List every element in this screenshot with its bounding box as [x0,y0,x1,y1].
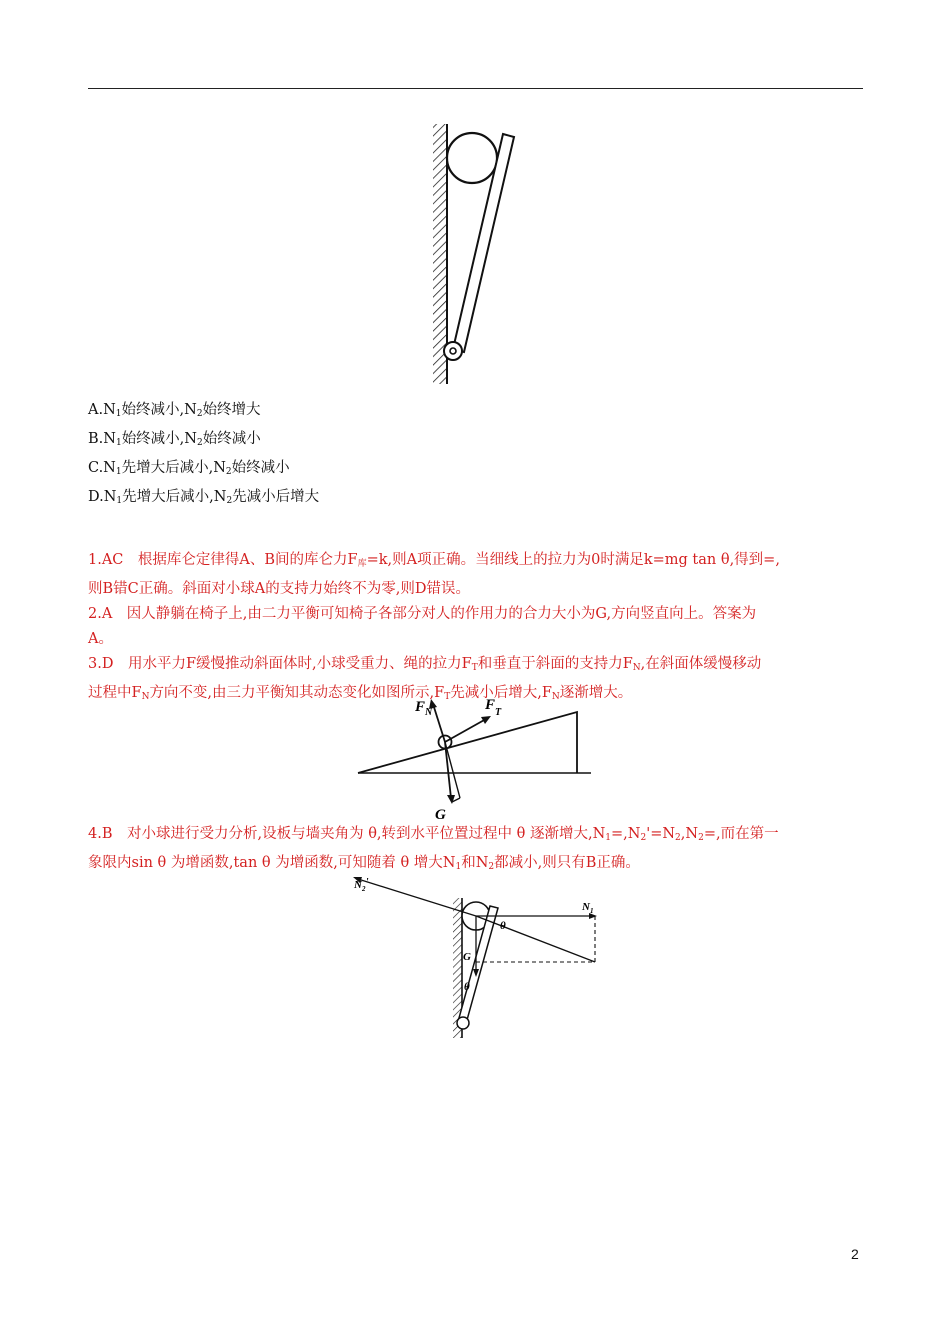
option-d: $D.N_1$先增大后减小$,N_2$先减小后增大 [88,489,320,506]
wall-force-figure [350,872,610,1042]
answer-3-line-2: 过程中$F_N$方向不变,由三力平衡知其动态变化如图所示$,F_T$先减小后增大$,F_N$逐渐增大。 [88,685,633,702]
label-n2-prime: $N_2'$ [354,876,369,893]
ball-board-figure [425,118,535,388]
n2-prime-arrow [358,879,476,916]
label-theta-bottom: θ [464,981,470,993]
label-theta-top: θ [500,920,506,932]
hinge-2 [457,1017,469,1029]
answer-2-line-1: 2.A 因人静躺在椅子上,由二力平衡可知椅子各部分对人的作用力的合力大小为G,方向竖直向上。答案为 [88,606,757,622]
answer-1-line-2: 则B错C正确。斜面对小球A的支持力始终不为零,则D错误。 [88,581,470,597]
incline-force-figure [355,695,595,825]
ball [447,133,497,183]
fn-arrow [433,704,445,742]
g-arrow [445,742,451,798]
resultant-line [476,916,595,962]
option-c: $C.N_1$先增大后减小$,N_2$始终减小 [88,460,290,477]
hinge-pin [450,348,456,354]
label-g-2: G [463,951,471,963]
answer-block-1-3 [88,548,868,710]
label-g: G [435,807,446,823]
answer-2-line-2: A。 [88,631,113,647]
page-number: 2 [851,1246,859,1262]
answer-4-line-1: 4.B 对小球进行受力分析,设板与墙夹角为 θ,转到水平位置过程中 θ 逐渐增大$,N_1=,N_2'=N_2,N_2=$,而在第一 [88,826,779,843]
answer-3-line-1: 3.D 用水平力F缓慢推动斜面体时,小球受重力、绳的拉力$F_T$和垂直于斜面的支持力$F_N$,在斜面体缓慢移动 [88,656,762,673]
label-n1: $N_1$ [582,901,594,915]
option-b: $B.N_1$始终减小$,N_2$始终减小 [88,431,261,448]
answer-options [88,398,319,514]
incline-block [358,712,577,773]
header-rule [88,88,863,89]
option-a: $A.N_1$始终减小$,N_2$始终增大 [88,402,261,419]
g-arrowhead [447,795,455,804]
answer-1-line-1: 1.AC 根据库仑定律得A、B间的库仑力$F_库=k$,则A项正确。当细线上的拉力为0时满足k=mg tan θ,得到=, [88,552,780,569]
wall-hatching [433,124,447,384]
label-fn: $F_N$ [415,699,433,718]
label-ft: $F_T$ [485,697,502,718]
answer-4-line-2: 象限内sin θ 为增函数,tan θ 为增函数,可知随着 θ 增大$N_1$和$N_2$都减小,则只有B正确。 [88,855,640,872]
